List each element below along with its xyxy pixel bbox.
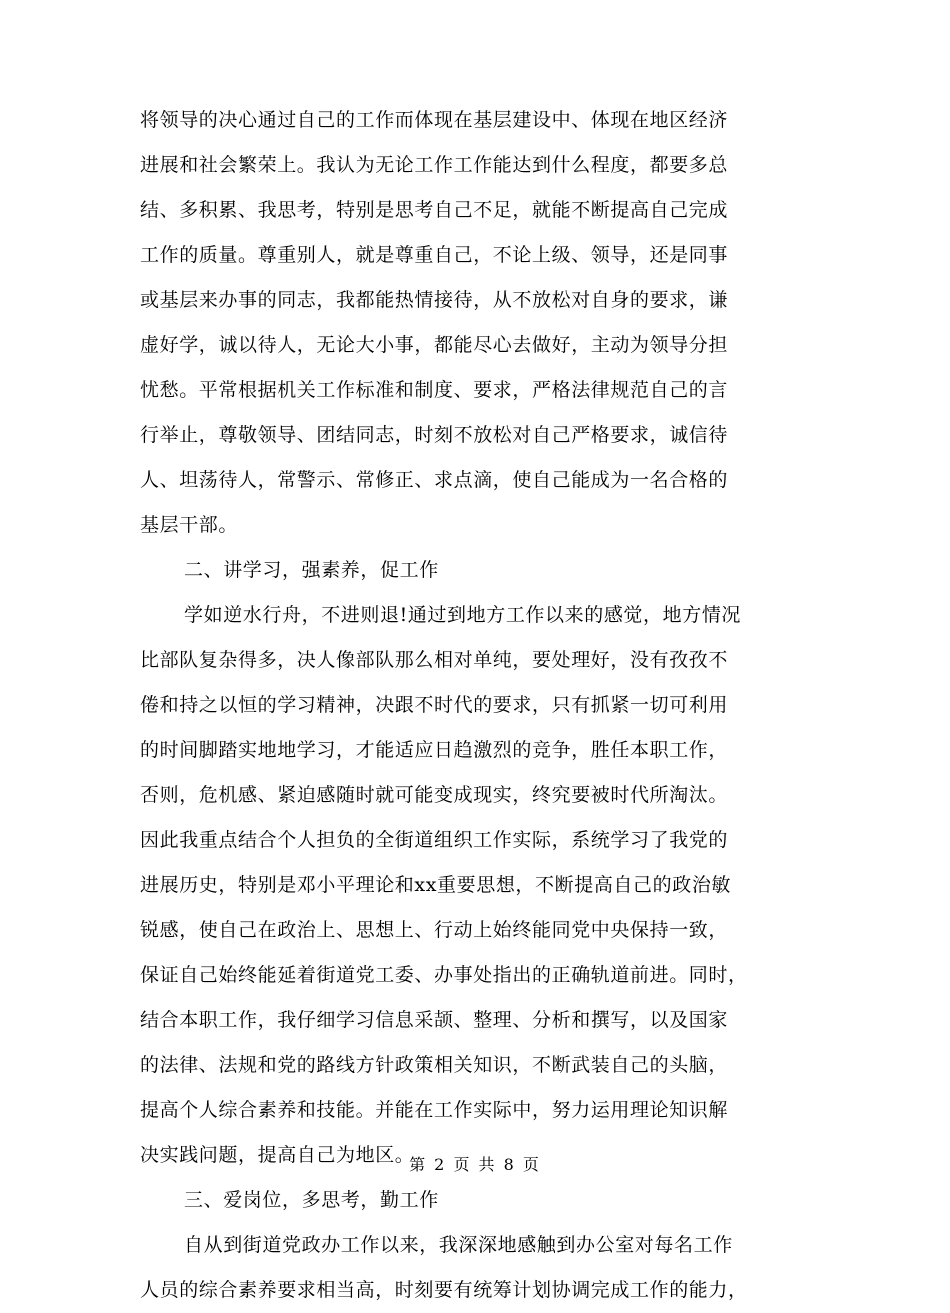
text-line: 倦和持之以恒的学习精神，决跟不时代的要求，只有抓紧一切可利用: [140, 694, 729, 716]
text-line: 基层干部。: [140, 514, 239, 536]
text-line: 或基层来办事的同志，我都能热情接待，从不放松对自身的要求，谦: [140, 289, 729, 311]
text-line: 的法律、法规和党的路线方针政策相关知识，不断武装自己的头脑，: [140, 1054, 729, 1076]
document-body: [140, 98, 820, 1313]
text-line: 结、多积累、我思考，特别是思考自己不足，就能不断提高自己完成: [140, 199, 729, 221]
text-line: 因此我重点结合个人担负的全街道组织工作实际，系统学习了我党的: [140, 829, 729, 851]
text-line: 结合本职工作，我仔细学习信息采颉、整理、分析和撰写，以及国家: [140, 1009, 729, 1031]
text-line: 行举止，尊敬领导、团结同志，时刻不放松对自己严格要求，诚信待: [140, 424, 729, 446]
text-line: 自从到街道党政办工作以来，我深深地感触到办公室对每名工作: [184, 1234, 733, 1256]
text-line: 工作的质量。尊重别人，就是尊重自己，不论上级、领导，还是同事: [140, 244, 729, 266]
text-line: 二、讲学习，强素养，促工作: [184, 559, 439, 581]
text-line: 忧愁。平常根据机关工作标准和制度、要求，严格法律规范自己的言: [140, 379, 729, 401]
text-line: 的时间脚踏实地地学习，才能适应日趋激烈的竞争，胜任本职工作，: [140, 739, 729, 761]
page-footer: 第 2 页 共 8 页: [409, 1155, 541, 1174]
text-line: 人、坦荡待人，常警示、常修正、求点滴，使自己能成为一名合格的: [140, 469, 729, 491]
text-line: 进展和社会繁荣上。我认为无论工作工作能达到什么程度，都要多总: [140, 154, 729, 176]
text-line: 决实践问题，提高自己为地区。: [140, 1144, 415, 1166]
text-line: 虚好学，诚以待人，无论大小事，都能尽心去做好，主动为领导分担: [140, 334, 729, 356]
text-line: 人员的综合素养要求相当高，时刻要有统筹计划协调完成工作的能力，: [140, 1279, 748, 1301]
text-line: 否则，危机感、紧迫感随时就可能变成现实，终究要被时代所淘汰。: [140, 784, 729, 806]
text-line: 三、爱岗位，多思考，勤工作: [184, 1189, 439, 1211]
text-line: 保证自己始终能延着街道党工委、办事处指出的正确轨道前进。同时，: [140, 964, 748, 986]
text-line: 比部队复杂得多，决人像部队那么相对单纯，要处理好，没有孜孜不: [140, 649, 729, 671]
text-line: 学如逆水行舟，不进则退!通过到地方工作以来的感觉，地方情况: [184, 604, 742, 626]
text-line: 进展历史，特别是邓小平理论和xx重要思想，不断提高自己的政治敏: [140, 874, 732, 896]
text-line: 提高个人综合素养和技能。并能在工作实际中，努力运用理论知识解: [140, 1099, 729, 1121]
text-line: 将领导的决心通过自己的工作而体现在基层建设中、体现在地区经济: [140, 109, 729, 131]
text-line: 锐感，使自己在政治上、思想上、行动上始终能同党中央保持一致，: [140, 919, 729, 941]
